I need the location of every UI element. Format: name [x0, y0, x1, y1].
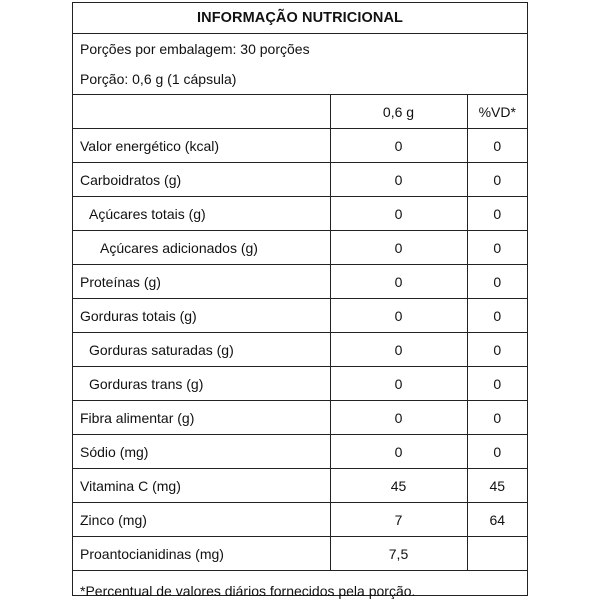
nutrient-amount: 0: [330, 299, 467, 333]
nutrient-daily-value: 0: [467, 401, 527, 435]
nutrient-daily-value: 0: [467, 129, 527, 163]
nutrition-facts-label: [72, 2, 528, 599]
nutrient-name: Proantocianidinas (mg): [73, 537, 330, 571]
nutrient-amount: 0: [330, 367, 467, 401]
label-title: INFORMAÇÃO NUTRICIONAL: [73, 3, 527, 34]
servings-per-package: Porções por embalagem: 30 porções: [80, 41, 310, 57]
table-row: [73, 537, 527, 571]
nutrient-amount: 0: [330, 435, 467, 469]
nutrient-rows: [73, 129, 527, 571]
nutrient-daily-value: 0: [467, 367, 527, 401]
nutrient-daily-value: 0: [467, 333, 527, 367]
nutrient-daily-value: 0: [467, 197, 527, 231]
nutrient-daily-value: 0: [467, 435, 527, 469]
table-row: [73, 231, 527, 265]
table-header-row: [73, 95, 527, 129]
table-row: [73, 401, 527, 435]
nutrient-name: Proteínas (g): [73, 265, 330, 299]
table-row: [73, 503, 527, 537]
nutrient-amount: 0: [330, 265, 467, 299]
nutrient-daily-value: 45: [467, 469, 527, 503]
nutrient-amount: 0: [330, 401, 467, 435]
table-row: [73, 265, 527, 299]
nutrient-name: Açúcares totais (g): [73, 197, 330, 231]
header-nutrient: [73, 95, 330, 129]
nutrient-name: Valor energético (kcal): [73, 129, 330, 163]
nutrient-name: Gorduras totais (g): [73, 299, 330, 333]
nutrient-daily-value: 0: [467, 231, 527, 265]
nutrient-name: Açúcares adicionados (g): [73, 231, 330, 265]
nutrition-table: [73, 95, 527, 571]
nutrient-daily-value: 64: [467, 503, 527, 537]
table-row: [73, 129, 527, 163]
nutrient-name: Gorduras saturadas (g): [73, 333, 330, 367]
table-row: [73, 435, 527, 469]
table-row: [73, 197, 527, 231]
header-amount: 0,6 g: [330, 95, 467, 129]
nutrient-daily-value: [467, 537, 527, 571]
nutrient-name: Fibra alimentar (g): [73, 401, 330, 435]
table-row: [73, 469, 527, 503]
nutrient-name: Sódio (mg): [73, 435, 330, 469]
serving-size: Porção: 0,6 g (1 cápsula): [73, 64, 527, 95]
nutrient-daily-value: 0: [467, 299, 527, 333]
nutrient-amount: 0: [330, 163, 467, 197]
table-row: [73, 299, 527, 333]
table-row: [73, 163, 527, 197]
nutrient-name: Carboidratos (g): [73, 163, 330, 197]
nutrient-amount: 0: [330, 129, 467, 163]
nutrient-amount: 0: [330, 231, 467, 265]
nutrient-daily-value: 0: [467, 163, 527, 197]
table-row: [73, 367, 527, 401]
nutrient-name: Vitamina C (mg): [73, 469, 330, 503]
nutrient-name: Zinco (mg): [73, 503, 330, 537]
table-row: [73, 333, 527, 367]
header-daily-value: %VD*: [467, 95, 527, 129]
nutrient-amount: 45: [330, 469, 467, 503]
nutrient-amount: 7,5: [330, 537, 467, 571]
nutrient-amount: 0: [330, 333, 467, 367]
nutrient-daily-value: 0: [467, 265, 527, 299]
footnote: *Percentual de valores diários fornecidos pela porção.: [80, 583, 416, 599]
nutrient-amount: 0: [330, 197, 467, 231]
nutrient-amount: 7: [330, 503, 467, 537]
nutrient-name: Gorduras trans (g): [73, 367, 330, 401]
